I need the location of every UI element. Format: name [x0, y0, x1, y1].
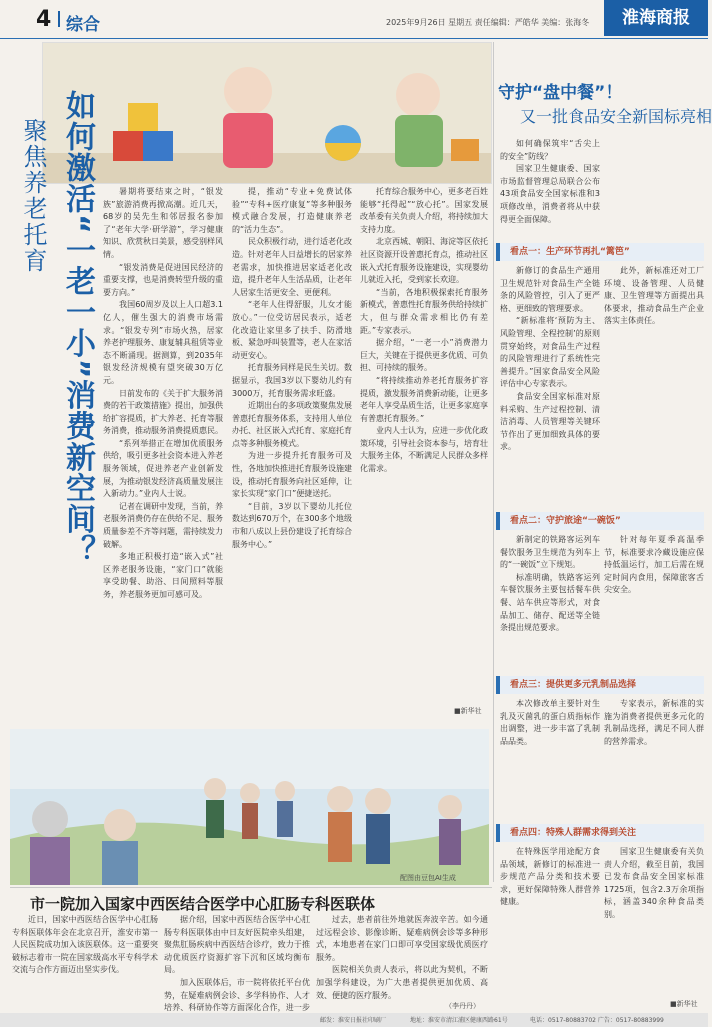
right-para: 在特殊医学用途配方食品领域，新修订的标准进一步规范产品分类和技术要求，更好保障特殊人群营养健康。	[500, 847, 600, 907]
bottom-col-1	[12, 914, 158, 1012]
issue-meta: 2025年9月26日 星期五 责任编辑：严皓华 美编：张海冬	[386, 18, 590, 27]
lead-column-2	[232, 186, 352, 726]
right-sec1-col-b	[604, 265, 704, 505]
right-article-title: 守护“盘中餐”！	[498, 83, 623, 103]
right-para: 标准明确，铁路客运列车餐饮服务主要包括餐车供餐、站车供应等形式，对食品加工、储存、配送等全链条提出规范要求。	[500, 572, 600, 633]
lead-para: “目前，3岁以下婴幼儿托位数达到670万个，在300多个地级市和八成以上县份建设了托育综合服务中心。”	[232, 501, 352, 549]
masthead: 淮海商报	[604, 0, 708, 36]
lead-para: “将持续推动养老托育服务扩容提质，激发服务消费新动能，让更多老年人享受品质生活，让更多家庭享有普惠托育服务。”	[360, 375, 488, 423]
elderly-park-illustration	[10, 729, 489, 885]
lead-para: 暑期将要结束之时，“银发族”旅游消费再掀高潮。近几天，68岁的吴先生和邻居报名参加了“老年大学·研学游”，学习健康知识、欣赏秋日美景，感受别样风情。	[103, 187, 223, 259]
right-sec2-col-a	[500, 534, 600, 674]
right-para: 国家卫生健康委有关负责人介绍，截至目前，我国已发布食品安全国家标准1725项，包含2.3万余项指标，涵盖340余种食品类别。	[604, 847, 704, 919]
right-article-subtitle: 又一批食品安全新国标亮相	[520, 107, 712, 126]
lead-para: “银发消费是促进国民经济的重要支撑，也是消费转型升级的重要方向。”	[103, 262, 223, 297]
right-para: 新修订的食品生产通用卫生规范针对食品生产全链条的风险管控，引入了更严格、更细致的管理要求。	[500, 266, 600, 313]
right-sec1-col-a	[500, 265, 600, 505]
lead-column-3	[360, 186, 488, 706]
lead-para: 托育综合服务中心，更多老百姓能够“托得起”“放心托”。国家发展改革委有关负责人介绍，将持续加大支持力度。	[360, 187, 488, 234]
page-header	[0, 0, 708, 39]
section-head-3: 看点三：提供更多元乳制品选择	[496, 676, 704, 694]
toy-illustration	[43, 43, 491, 183]
column-divider	[493, 42, 494, 882]
bottom-para: 过去，患者前往外地就医奔波辛苦。如今通过远程会诊、影像诊断、疑难病例会诊等多种形式，本地患者在家门口即可享受国家级优质医疗服务。	[316, 915, 488, 962]
lead-para: “当前，各地积极探索托育服务新模式，普惠性托育服务供给持续扩大，但与群众需求相比仍有差距。”专家表示。	[360, 287, 488, 335]
lead-para: 北京西城、朝阳、海淀等区依托社区资源开设普惠托育点，推动社区嵌入式托育服务设施建设，实现婴幼儿就近入托，受到家长欢迎。	[360, 237, 488, 285]
bottom-sign: （李丹丹）	[445, 1002, 480, 1010]
lead-para: “老年人住得舒服，儿女才能放心。”一位受访居民表示，适老化改造让家里多了扶手、防滑地板、紧急呼叫装置等，老人在家活动更安心。	[232, 300, 352, 360]
lead-para: “系列举措正在增加优质服务供给，吸引更多社会资本进入养老服务领域，促进养老产业创新发展，为推动银发经济高质量发展注入新动力。”业内人士说。	[103, 438, 223, 499]
right-para: 新制定的铁路客运列车餐饮服务卫生规范为列车上的“一碗饭”立下规矩。	[500, 535, 600, 570]
page-footer	[0, 1013, 708, 1027]
right-para: 针对每年夏季高温季节，标准要求冷藏设施应保持低温运行，加工后需在规定时间内食用，保障旅客舌尖安全。	[604, 535, 704, 595]
header-divider	[58, 11, 60, 27]
right-para: 专家表示，新标准的实施为消费者提供更多元化的乳制品选择，满足不同人群的营养需求。	[604, 699, 704, 746]
right-sign: ■新华社	[670, 1000, 698, 1008]
footer-right: 电话：0517-80883702 广告：0517-80883999	[530, 1017, 664, 1024]
bottom-article-title: 市一院加入国家中西医结合医学中心肛肠专科医联体	[30, 895, 376, 913]
lead-para: 我国60周岁及以上人口超3.1亿人，催生强大的消费市场需求。“银发专列”市场火热，居家养老护理服务、康复辅具租赁等业态不断涌现。据测算，到2035年银发经济规模有望突破30万亿元。	[103, 300, 223, 385]
footer-mid: 地址：淮安市清江浦区健康西路61号	[410, 1017, 508, 1024]
lead-column-1	[103, 186, 223, 726]
lead-para: 为进一步提升托育服务可及性，各地加快推进托育服务设施建设，推动托育服务向社区延伸，让家长实现“家门口”便捷送托。	[232, 451, 352, 499]
lead-para: 多地正积极打造“嵌入式”社区养老服务设施，“家门口”就能享受助餐、助浴、日间照料等服务，养老服务更加可感可及。	[103, 552, 223, 599]
bottom-divider	[10, 887, 492, 888]
lead-para: 业内人士认为，应进一步优化政策环境，引导社会资本参与，培育壮大服务主体，不断满足人民群众多样化需求。	[360, 426, 488, 474]
footer-left: 邮发：淮安日报社印刷厂	[320, 1017, 387, 1024]
section-name: 综合	[66, 15, 100, 35]
right-sec3-col-a	[500, 698, 600, 818]
lead-sign: ■新华社	[454, 707, 482, 715]
right-para: “新标准将‘预防为主、风险管理、全程控制’的原则贯穿始终，对食品生产过程的风险管理进行了系统性完善提升。”国家食品安全风险评估中心专家表示。	[500, 316, 600, 389]
right-para: 本次修改单主要针对生乳及灭菌乳的蛋白质指标作出调整，进一步丰富了乳制品品类。	[500, 699, 600, 746]
lead-para: 民众积极行动，进行适老化改造。针对老年人日益增长的居家养老需求，加快推进居家适老化改造，提升老年人生活品质，让老年人居家生活更安全、更便利。	[232, 237, 352, 297]
right-intro-para: 国家卫生健康委、国家市场监督管理总局联合公布43项食品安全国家标准和3项修改单，消费者将从中获得更全面保障。	[500, 164, 600, 224]
lead-para: 提，推动“专业+免费试体验”“专科+医疗康复”等多种服务模式融合发展，打造健康养老的“活力生态”。	[232, 187, 352, 234]
section-head-2: 看点二：守护旅途“一碗饭”	[496, 512, 704, 530]
section-head-1: 看点一：生产环节再扎“篱笆”	[496, 243, 704, 261]
photo-credit: 配图由豆包AI生成	[400, 874, 456, 882]
right-para: 此外，新标准还对工厂环境、设备管理、人员健康、卫生管理等方面提出具体要求，推动食品生产企业落实主体责任。	[604, 266, 704, 326]
bottom-para: 加入医联体后，市一院将依托平台优势，在疑难病例会诊、多学科协作、人才培养、科研协作等方面深化合作，进一步	[164, 977, 310, 1013]
lead-para: 记者在调研中发现，当前，养老服务消费仍存在供给不足、服务质量参差不齐等问题，需持续发力破解。	[103, 501, 223, 549]
lead-illustration	[42, 42, 492, 184]
right-sec4-col-a	[500, 846, 600, 1010]
bottom-para: 医院相关负责人表示，将以此为契机，不断加强学科建设，为广大患者提供更加优质、高效、便捷的医疗服务。	[316, 965, 488, 1000]
section-head-4: 看点四：特殊人群需求得到关注	[496, 824, 704, 842]
right-sec2-col-b	[604, 534, 704, 674]
lead-para: 近期出台的多项政策聚焦发展普惠托育服务体系，支持用人单位办托、社区嵌入式托育、家庭托育点等多种服务模式。	[232, 401, 352, 448]
bottom-col-3	[316, 914, 488, 1000]
lead-subtitle: 聚焦养老托育	[19, 118, 47, 274]
lead-para: 据介绍，“一老一小”消费潜力巨大，关键在于提供更多优质、可负担、可持续的服务。	[360, 338, 488, 373]
right-intro-para: 如何确保筑牢“舌尖上的安全”防线？	[500, 139, 600, 161]
right-para: 食品安全国家标准对原料采购、生产过程控制、清洁消毒、人员管理等关键环节作出了更加细致具体的要求。	[500, 391, 600, 452]
bottom-para: 近日，国家中西医结合医学中心肛肠专科医联体年会在北京召开，淮安市第一人民医院成功加入该医联体。这一重要突破标志着市一院在国家级高水平专科学术交流与合作方面迈出坚实步伐。	[12, 915, 158, 975]
right-intro-col-1	[500, 138, 600, 238]
lead-para: 日前发布的《关于扩大服务消费的若干政策措施》提出，加强供给扩容提质，扩大养老、托育等服务消费，推动服务消费提质惠民。	[103, 388, 223, 436]
right-sec4-col-b	[604, 846, 704, 996]
right-sec3-col-b	[604, 698, 704, 818]
bottom-col-2	[164, 914, 310, 1012]
lead-para: 托育服务同样是民生关切。数据显示，我国3岁以下婴幼儿约有3000万，托育服务需求旺盛。	[232, 363, 352, 398]
bottom-para: 据介绍，国家中西医结合医学中心肛肠专科医联体由中日友好医院牵头组建，聚焦肛肠疾病中西医结合诊疗，致力于推动优质医疗资源扩容下沉和区域均衡布局。	[164, 915, 310, 975]
lead-title: 如何激活“一老一小”消费新空间？	[60, 90, 95, 566]
page-number: 4	[36, 7, 52, 32]
lead-photo	[10, 729, 489, 885]
